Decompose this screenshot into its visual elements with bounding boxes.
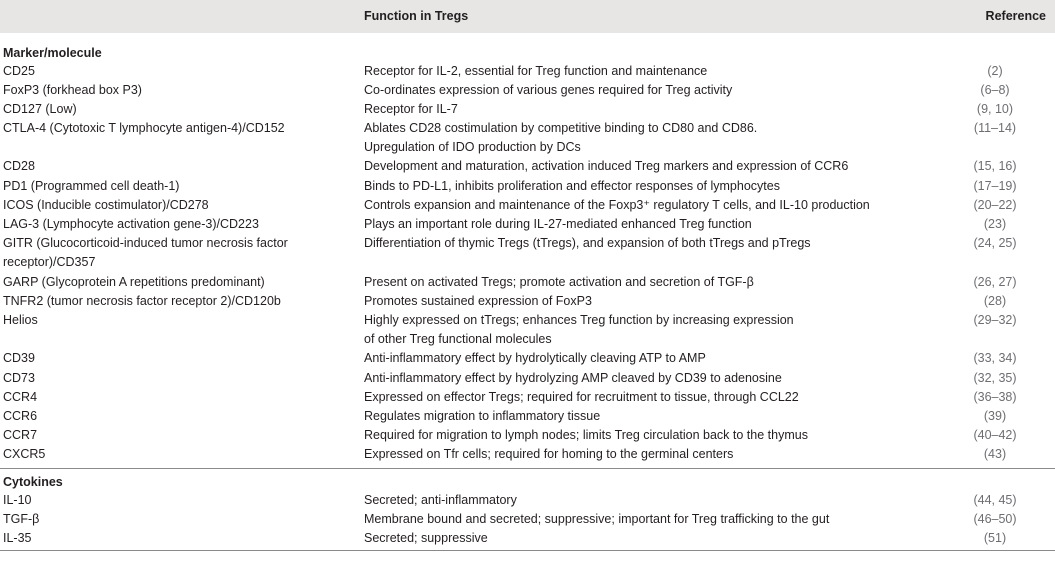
table-row (0, 81, 1055, 100)
function-line: Receptor for IL-2, essential for Treg function and maintenance (364, 63, 708, 78)
marker-cell (3, 81, 353, 100)
marker-line: CD127 (Low) (3, 101, 77, 116)
marker-line: CCR7 (3, 428, 38, 443)
marker-line: CD39 (3, 351, 35, 366)
table-row (0, 119, 1055, 157)
function-cell (364, 388, 934, 407)
function-line: Differentiation of thymic Tregs (tTregs), and expansion of both tTregs and pTregs (364, 236, 811, 251)
function-cell (364, 407, 934, 426)
marker-cell (3, 292, 353, 311)
marker-cell (3, 510, 353, 529)
marker-cell (3, 119, 353, 138)
table-row (0, 100, 1055, 119)
table-row (0, 369, 1055, 388)
marker-cell (3, 349, 353, 368)
reference-cell: (20–22) (973, 197, 1017, 212)
reference-cell: (23) (983, 217, 1007, 232)
marker-cell (3, 369, 353, 388)
function-cell (364, 119, 934, 157)
reference-cell: (43) (983, 447, 1007, 462)
marker-cell (3, 491, 353, 510)
function-cell (364, 215, 934, 234)
table-row (0, 407, 1055, 426)
section-title: Marker/molecule (3, 46, 102, 60)
marker-line: ICOS (Inducible costimulator)/CD278 (3, 197, 209, 212)
marker-line: CTLA-4 (Cytotoxic T lymphocyte antigen-4)/CD152 (3, 121, 285, 136)
reference-cell: (24, 25) (973, 236, 1017, 251)
reference-cell: (40–42) (973, 428, 1017, 443)
table-header (0, 0, 1055, 33)
function-cell (364, 445, 934, 464)
marker-line: CCR6 (3, 408, 38, 423)
marker-cell (3, 273, 353, 292)
reference-cell: (6–8) (980, 82, 1010, 97)
reference-cell: (44, 45) (973, 492, 1017, 507)
function-cell (364, 349, 934, 368)
table-row (0, 349, 1055, 368)
table-row (0, 62, 1055, 81)
marker-line: CD25 (3, 63, 35, 78)
function-cell (364, 369, 934, 388)
function-cell (364, 510, 934, 529)
header-function: Function in Tregs (364, 9, 469, 23)
table-row (0, 311, 1055, 349)
marker-line: receptor)/CD357 (3, 255, 96, 270)
function-cell (364, 292, 934, 311)
table-row (0, 292, 1055, 311)
marker-cell (3, 100, 353, 119)
reference-cell: (17–19) (973, 178, 1017, 193)
marker-cell (3, 196, 353, 215)
function-cell (364, 62, 934, 81)
reference-cell: (51) (983, 531, 1007, 546)
function-cell (364, 81, 934, 100)
marker-line: Helios (3, 312, 38, 327)
function-cell (364, 157, 934, 176)
reference-cell: (26, 27) (973, 274, 1017, 289)
function-cell (364, 311, 934, 349)
marker-line: CD28 (3, 159, 35, 174)
function-line: Present on activated Tregs; promote activation and secretion of TGF-β (364, 274, 754, 289)
table-row (0, 388, 1055, 407)
reference-cell: (32, 35) (973, 370, 1017, 385)
function-line: Anti-inflammatory effect by hydrolyzing AMP cleaved by CD39 to adenosine (364, 370, 782, 385)
function-cell (364, 529, 934, 548)
table-bottom-rule (0, 550, 1055, 551)
marker-cell (3, 311, 353, 330)
function-cell (364, 100, 934, 119)
function-line: Membrane bound and secreted; suppressive; important for Treg trafficking to the gut (364, 512, 830, 527)
marker-cell (3, 407, 353, 426)
marker-line: CCR4 (3, 389, 38, 404)
marker-cell (3, 177, 353, 196)
table-row (0, 273, 1055, 292)
function-line: Upregulation of IDO production by DCs (364, 140, 581, 155)
reference-cell: (29–32) (973, 312, 1017, 327)
reference-cell: (33, 34) (973, 351, 1017, 366)
table-row (0, 491, 1055, 510)
marker-cell (3, 388, 353, 407)
function-line: Required for migration to lymph nodes; limits Treg circulation back to the thymus (364, 428, 808, 443)
marker-line: TGF-β (3, 512, 40, 527)
marker-cell (3, 157, 353, 176)
table-row (0, 426, 1055, 445)
table-row (0, 157, 1055, 176)
table-row (0, 177, 1055, 196)
function-cell (364, 234, 934, 253)
marker-cell (3, 62, 353, 81)
table-row (0, 234, 1055, 272)
function-line: Promotes sustained expression of FoxP3 (364, 293, 592, 308)
function-line: Expressed on effector Tregs; required for recruitment to tissue, through CCL22 (364, 389, 799, 404)
marker-line: CD73 (3, 370, 35, 385)
function-line: Receptor for IL-7 (364, 101, 458, 116)
marker-line: IL-35 (3, 531, 32, 546)
table-row (0, 529, 1055, 548)
marker-cell (3, 426, 353, 445)
marker-line: TNFR2 (tumor necrosis factor receptor 2)/CD120b (3, 293, 281, 308)
reference-cell: (46–50) (973, 512, 1017, 527)
function-line: Regulates migration to inflammatory tissue (364, 408, 601, 423)
table-row (0, 510, 1055, 529)
reference-cell: (39) (983, 408, 1007, 423)
function-cell (364, 491, 934, 510)
function-cell (364, 426, 934, 445)
marker-cell (3, 215, 353, 234)
function-line: Co-ordinates expression of various genes required for Treg activity (364, 82, 733, 97)
reference-cell: (9, 10) (976, 101, 1014, 116)
marker-line: LAG-3 (Lymphocyte activation gene-3)/CD223 (3, 217, 259, 232)
function-line: Secreted; anti-inflammatory (364, 492, 517, 507)
reference-cell: (11–14) (973, 121, 1017, 136)
table-row (0, 445, 1055, 464)
function-line: Expressed on Tfr cells; required for homing to the germinal centers (364, 447, 734, 462)
marker-cell (3, 529, 353, 548)
function-line: Secreted; suppressive (364, 531, 488, 546)
table-row (0, 215, 1055, 234)
marker-line: IL-10 (3, 492, 32, 507)
table-row (0, 196, 1055, 215)
marker-line: PD1 (Programmed cell death-1) (3, 178, 180, 193)
reference-cell: (2) (987, 63, 1003, 78)
function-cell (364, 196, 934, 215)
function-line: Plays an important role during IL-27-mediated enhanced Treg function (364, 217, 752, 232)
function-line: Development and maturation, activation induced Treg markers and expression of CCR6 (364, 159, 849, 174)
header-reference: Reference (985, 9, 1046, 23)
section-title: Cytokines (0, 468, 1055, 491)
function-line: Binds to PD-L1, inhibits proliferation and effector responses of lymphocytes (364, 178, 780, 193)
function-line: Anti-inflammatory effect by hydrolytically cleaving ATP to AMP (364, 351, 706, 366)
function-cell (364, 177, 934, 196)
marker-line: GARP (Glycoprotein A repetitions predominant) (3, 274, 265, 289)
marker-line: FoxP3 (forkhead box P3) (3, 82, 142, 97)
marker-cell (3, 234, 353, 272)
marker-cell (3, 445, 353, 464)
function-line: Controls expansion and maintenance of the Foxp3⁺ regulatory T cells, and IL-10 production (364, 197, 870, 212)
function-line: Ablates CD28 costimulation by competitive binding to CD80 and CD86. (364, 121, 758, 136)
table-body (0, 45, 1055, 549)
reference-cell: (36–38) (973, 389, 1017, 404)
function-line: Highly expressed on tTregs; enhances Treg function by increasing expression (364, 312, 794, 327)
reference-cell: (15, 16) (973, 159, 1017, 174)
reference-cell: (28) (983, 293, 1007, 308)
function-cell (364, 273, 934, 292)
marker-line: CXCR5 (3, 447, 46, 462)
function-line: of other Treg functional molecules (364, 331, 552, 346)
marker-line: GITR (Glucocorticoid-induced tumor necrosis factor (3, 236, 288, 251)
